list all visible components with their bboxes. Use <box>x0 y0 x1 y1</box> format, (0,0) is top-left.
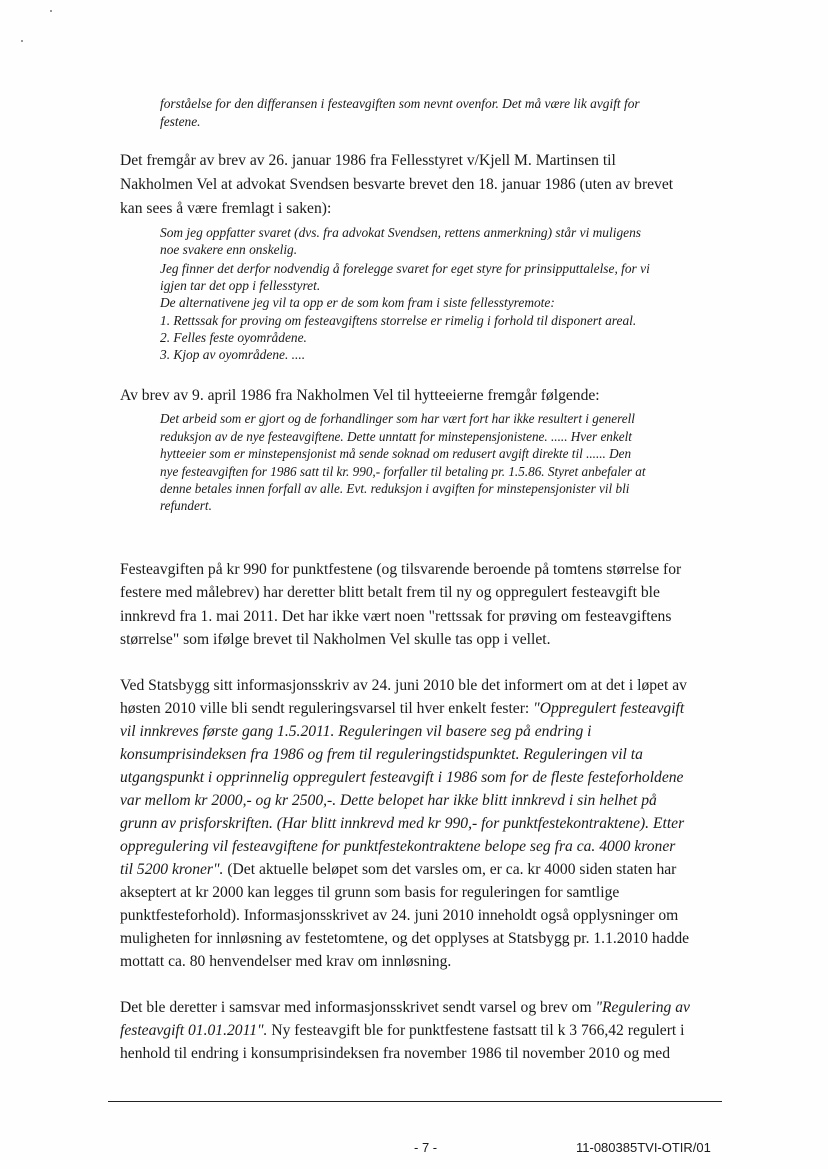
quote-line: refundert. <box>160 498 212 513</box>
paragraph-line <box>120 999 690 1017</box>
quote-line: nye festeavgiften for 1986 satt til kr. 990,- forfaller til betaling pr. 1.5.86. Styret anbefaler at <box>160 464 646 479</box>
quote-continuation-line: festene. <box>160 114 201 129</box>
paragraph-line-italic <box>120 769 683 787</box>
plain-text: Det ble deretter i samsvar med informasjonsskrivet sendt varsel og brev om <box>120 999 596 1016</box>
footer-divider <box>108 1101 722 1102</box>
plain-text: høsten 2010 ville bli sendt reguleringsvarsel til hver enkelt fester: <box>120 700 534 717</box>
quote-line: Jeg finner det derfor nodvendig å forelegge svaret for eget styre for prinsipputtalelse, for vi <box>160 261 650 276</box>
quoted-text: utgangspunkt i opprinnelig oppregulert festeavgift i 1986 som for de fleste festeforholdene <box>120 769 684 786</box>
quoted-text: var mellom kr 2000,- og kr 2500,-. Dette belopet har ikke blitt innkrevd i sin helhet på <box>120 792 657 809</box>
document-reference: 11-080385TVI-OTIR/01 <box>576 1140 711 1155</box>
quoted-text: oppregulering vil festeavgiftene for punktfestekontraktene belope seg fra ca. 4000 kroner <box>120 838 676 855</box>
paragraph-line-italic <box>120 838 675 856</box>
scan-speck <box>21 40 23 42</box>
paragraph-line-italic <box>120 815 684 833</box>
paragraph-line-italic <box>120 723 591 741</box>
paragraph-line: størrelse" som ifølge brevet til Nakholmen Vel skulle tas opp i vellet. <box>120 631 551 648</box>
quoted-text: "Oppregulert festeavgift <box>533 700 685 717</box>
paragraph-line: akseptert at kr 2000 kan legges til grunn som basis for reguleringen for samtlige <box>120 884 620 901</box>
quote-line: 2. Felles feste oyområdene. <box>160 330 307 345</box>
paragraph-line: muligheten for innløsning av festetomtene, og det opplyses at Statsbygg pr. 1.1.2010 hadde <box>120 930 690 947</box>
paragraph-line: festere med målebrev) har deretter blitt betalt frem til ny og oppregulert festeavgift ble <box>120 584 660 601</box>
quote-line: reduksjon av de nye festeavgiftene. Dette unntatt for minstepensjonistene. ..... Hver enkelt <box>160 429 632 444</box>
page-number: - 7 - <box>414 1140 438 1155</box>
quote-line: igjen tar det opp i fellesstyret. <box>160 278 321 293</box>
paragraph-line: Festeavgiften på kr 990 for punktfestene (og tilsvarende beroende på tomtens størrelse for <box>120 561 682 578</box>
paragraph-line-italic <box>120 792 657 810</box>
plain-text: (Det aktuelle beløpet som det varsles om, er ca. kr 4000 siden staten har <box>223 861 677 878</box>
scan-speck <box>50 10 52 12</box>
quoted-text: festeavgift 01.01.2011". <box>120 1022 268 1039</box>
quote-line: 1. Rettssak for proving om festeavgiftens storrelse er rimelig i forhold til disponert areal. <box>160 313 637 328</box>
paragraph-line: Av brev av 9. april 1986 fra Nakholmen Vel til hytteeierne fremgår følgende: <box>120 387 600 404</box>
quote-line: De alternativene jeg vil ta opp er de som kom fram i siste fellesstyremote: <box>160 295 555 310</box>
paragraph-line: Ved Statsbygg sitt informasjonsskriv av 24. juni 2010 ble det informert om at det i løpet av <box>120 677 687 694</box>
quote-line: hytteeier som er minstepensjonist må sende soknad om redusert avgift direkte til ...... Den <box>160 446 632 461</box>
paragraph-line <box>120 700 684 718</box>
paragraph-line: kan sees å være fremlagt i saken): <box>120 200 332 217</box>
paragraph-line: mottatt ca. 80 henvendelser med krav om innløsning. <box>120 953 452 970</box>
quote-line: Som jeg oppfatter svaret (dvs. fra advokat Svendsen, rettens anmerkning) står vi muligens <box>160 225 641 240</box>
paragraph-line: innkrevd fra 1. mai 2011. Det har ikke vært noen "rettssak for prøving om festeavgiftens <box>120 608 672 625</box>
paragraph-line: henhold til endring i konsumprisindeksen fra november 1986 til november 2010 og med <box>120 1045 671 1062</box>
paragraph-line: Det fremgår av brev av 26. januar 1986 fra Fellesstyret v/Kjell M. Martinsen til <box>120 152 616 169</box>
quote-line: 3. Kjop av oyområdene. .... <box>160 347 306 362</box>
paragraph-line-italic <box>120 746 643 764</box>
paragraph-line <box>120 1022 684 1040</box>
quoted-text: "Regulering av <box>595 999 690 1016</box>
quote-continuation-line: forståelse for den differansen i festeavgiften som nevnt ovenfor. Det må være lik avgift for <box>160 96 640 111</box>
quote-line: Det arbeid som er gjort og de forhandlinger som har vært fort har ikke resultert i generell <box>160 411 635 426</box>
paragraph-line: punktfesteforhold). Informasjonsskrivet av 24. juni 2010 inneholdt også opplysninger om <box>120 907 679 924</box>
quote-line: noe svakere enn onskelig. <box>160 242 298 257</box>
plain-text: Ny festeavgift ble for punktfestene fastsatt til k 3 766,42 regulert i <box>267 1022 685 1039</box>
paragraph-line: Nakholmen Vel at advokat Svendsen besvarte brevet den 18. januar 1986 (uten av brevet <box>120 176 674 193</box>
quoted-text: grunn av prisforskriften. (Har blitt innkrevd med kr 990,- for punktfestekontraktene). Etter <box>120 815 685 832</box>
quote-line: denne betales innen forfall av alle. Evt. reduksjon i avgiften for minstepensjonister vil bli <box>160 481 630 496</box>
paragraph-line <box>120 861 676 879</box>
quoted-text: vil innkreves første gang 1.5.2011. Reguleringen vil basere seg på endring i <box>120 723 592 740</box>
quoted-text: konsumprisindeksen fra 1986 og frem til reguleringstidspunktet. Reguleringen vil ta <box>120 746 643 763</box>
quoted-text: til 5200 kroner". <box>120 861 224 878</box>
